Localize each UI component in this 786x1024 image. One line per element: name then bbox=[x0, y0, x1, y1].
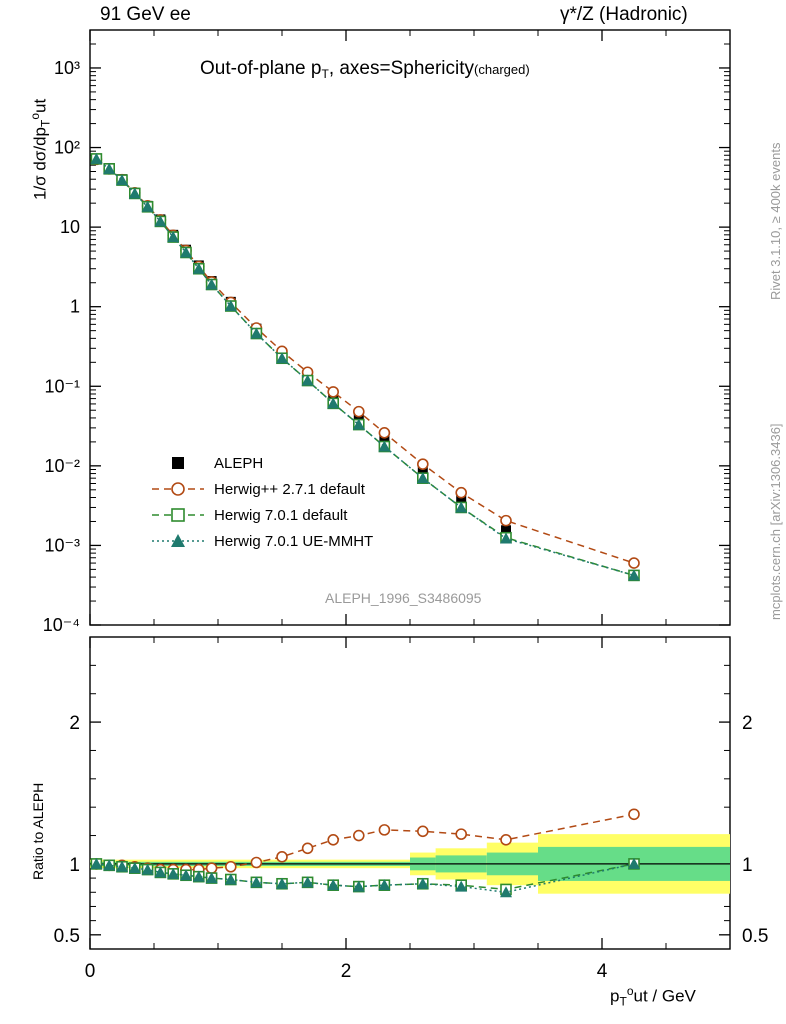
legend-item-1[interactable] bbox=[150, 476, 373, 502]
xlabel-sup: o bbox=[626, 984, 634, 998]
svg-text:2: 2 bbox=[69, 713, 80, 735]
svg-text:4: 4 bbox=[596, 961, 608, 982]
title-rest: , axes=Sphericity bbox=[328, 58, 475, 79]
svg-text:10³: 10³ bbox=[53, 57, 80, 78]
svg-text:10⁻¹: 10⁻¹ bbox=[44, 376, 80, 397]
title-text: Out-of-plane p bbox=[200, 58, 322, 79]
legend-marker-square-filled-icon bbox=[150, 453, 214, 473]
svg-text:10⁻⁴: 10⁻⁴ bbox=[42, 615, 80, 635]
ylabel-sub: T bbox=[38, 119, 53, 128]
legend-label-0: ALEPH bbox=[214, 454, 264, 472]
svg-text:10⁻²: 10⁻² bbox=[44, 455, 80, 476]
dataset-watermark: ALEPH_1996_S3486095 bbox=[325, 590, 482, 606]
legend bbox=[150, 450, 373, 554]
svg-text:2: 2 bbox=[742, 713, 753, 735]
title-sub: T bbox=[321, 67, 329, 82]
rivet-version-label: Rivet 3.1.10, ≥ 400k events bbox=[768, 142, 783, 300]
legend-label-2: Herwig 7.0.1 default bbox=[214, 506, 348, 524]
ratio-axes bbox=[90, 637, 730, 949]
svg-text:0.5: 0.5 bbox=[742, 925, 769, 947]
ylabel-tail: ut bbox=[30, 98, 50, 113]
legend-item-2[interactable] bbox=[150, 502, 373, 528]
xlabel-text: p bbox=[610, 986, 620, 1006]
mcplots-arxiv-label: mcplots.cern.ch [arXiv:1306.3436] bbox=[768, 423, 783, 620]
ylabel-sup: o bbox=[28, 112, 42, 120]
header-left: 91 GeV ee bbox=[100, 4, 191, 25]
svg-text:1: 1 bbox=[69, 854, 80, 876]
svg-text:1: 1 bbox=[742, 854, 753, 876]
title-paren: (charged) bbox=[474, 62, 530, 77]
xlabel-tail: ut / GeV bbox=[633, 986, 696, 1006]
y-axis-label-ratio: Ratio to ALEPH bbox=[30, 782, 46, 880]
legend-marker-circle-open-icon bbox=[150, 479, 214, 499]
svg-text:10⁻³: 10⁻³ bbox=[44, 535, 80, 556]
svg-text:0.5: 0.5 bbox=[53, 925, 80, 947]
xlabel-sub: T bbox=[619, 994, 627, 1009]
svg-text:10²: 10² bbox=[53, 137, 80, 158]
header-right: γ*/Z (Hadronic) bbox=[560, 4, 688, 25]
legend-marker-square-open-icon bbox=[150, 505, 214, 525]
legend-marker-triangle-filled-icon bbox=[150, 531, 214, 551]
legend-label-1: Herwig++ 2.7.1 default bbox=[214, 480, 365, 498]
svg-text:10: 10 bbox=[59, 217, 80, 238]
svg-text:2: 2 bbox=[340, 961, 352, 982]
legend-item-3[interactable] bbox=[150, 528, 373, 554]
legend-label-3: Herwig 7.0.1 UE-MMHT bbox=[214, 532, 374, 550]
svg-text:0: 0 bbox=[84, 961, 96, 982]
svg-text:1: 1 bbox=[69, 296, 80, 317]
legend-item-0[interactable] bbox=[150, 450, 373, 476]
ylabel-text: 1/σ dσ/dp bbox=[30, 127, 50, 200]
